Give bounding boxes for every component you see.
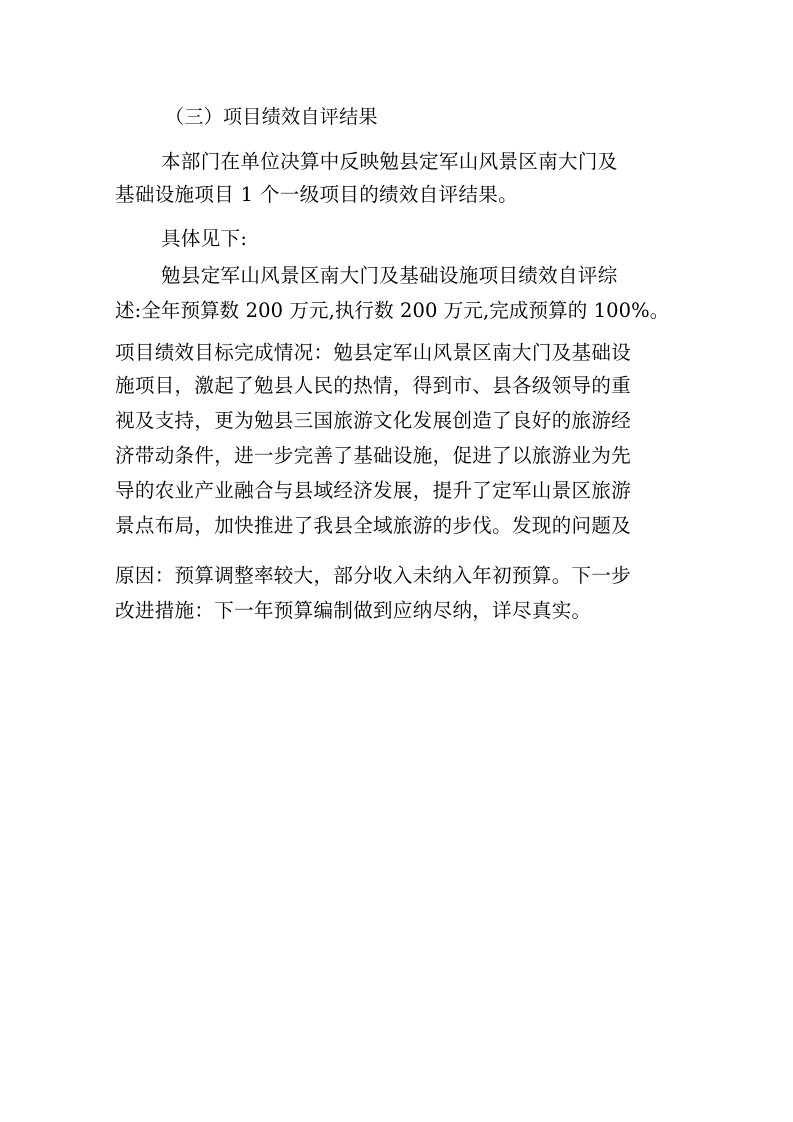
paragraph-3-line-4: 施项目，激起了勉县人民的热情，得到市、县各级领导的重 xyxy=(115,374,632,397)
paragraph-3-line-10: 改进措施：下一年预算编制做到应纳尽纳，详尽真实。 xyxy=(115,599,592,622)
paragraph-3-line-7: 导的农业产业融合与县域经济发展，提升了定军山景区旅游 xyxy=(115,479,632,502)
paragraph-3-line-6: 济带动条件，进一步完善了基础设施，促进了以旅游业为先 xyxy=(115,444,632,467)
paragraph-3-line-3: 项目绩效目标完成情况：勉县定军山风景区南大门及基础设 xyxy=(115,341,632,364)
paragraph-1-line-1: 本部门在单位决算中反映勉县定军山风景区南大门及 xyxy=(161,150,618,173)
paragraph-3-line-1: 勉县定军山风景区南大门及基础设施项目绩效自评综 xyxy=(161,264,618,287)
paragraph-3-line-9: 原因：预算调整率较大，部分收入未纳入年初预算。下一步 xyxy=(115,564,632,587)
paragraph-3-line-8: 景点布局，加快推进了我县全域旅游的步伐。发现的问题及 xyxy=(115,514,632,537)
paragraph-3-line-2: 述:全年预算数 200 万元,执行数 200 万元,完成预算的 100%。 xyxy=(115,299,670,322)
paragraph-3-line-5: 视及支持，更为勉县三国旅游文化发展创造了良好的旅游经 xyxy=(115,409,632,432)
paragraph-2-line-1: 具体见下: xyxy=(161,227,248,250)
paragraph-1-line-2: 基础设施项目 1 个一级项目的绩效自评结果。 xyxy=(115,183,519,206)
section-heading: （三）项目绩效自评结果 xyxy=(165,106,378,128)
